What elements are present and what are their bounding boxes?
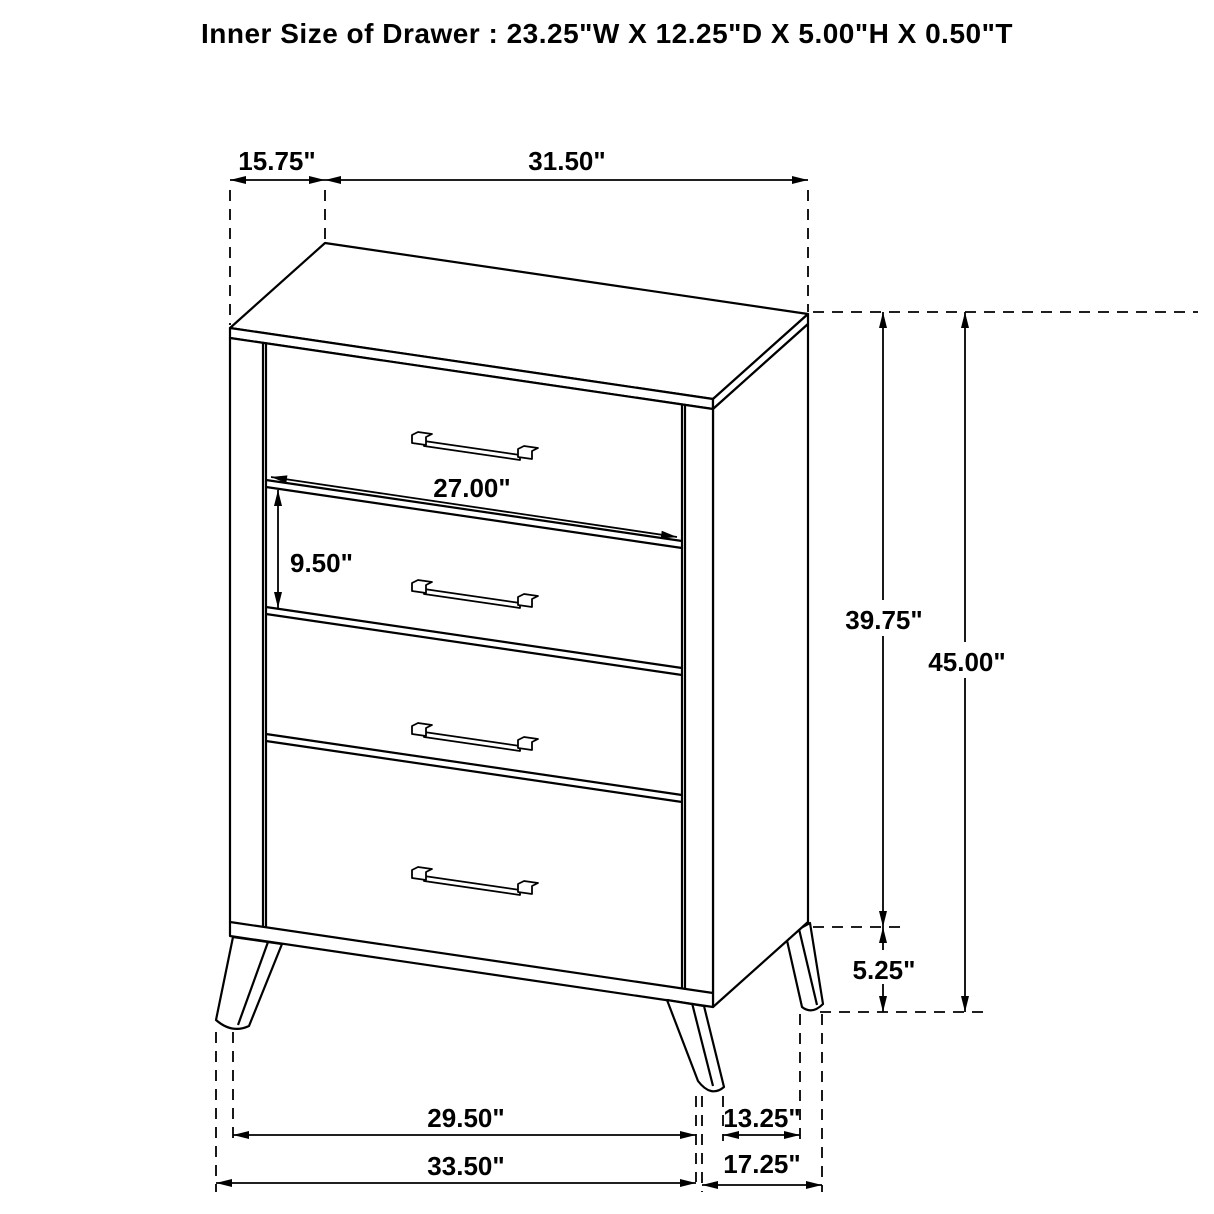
front-left-leg — [216, 937, 282, 1029]
dim-side-leg-span-label: 13.25" — [723, 1103, 801, 1133]
dim-front-leg-span-label: 29.50" — [427, 1103, 505, 1133]
dim-top-depth-label: 15.75" — [238, 146, 316, 176]
dim-overall-height-label: 45.00" — [928, 647, 1006, 677]
dim-drawer-height-label: 9.50" — [290, 548, 353, 578]
dim-case-height-label: 39.75" — [845, 605, 923, 635]
chest-drawing — [216, 243, 823, 1091]
front-face — [230, 338, 713, 1007]
chest-body — [230, 324, 808, 1007]
dimension-front-leg-span — [233, 1103, 696, 1135]
side-panel — [713, 324, 808, 1007]
dimension-side-leg-span — [723, 1103, 801, 1135]
dimension-overall-height — [820, 312, 1011, 1012]
dim-top-width-label: 31.50" — [528, 146, 606, 176]
dimension-overall-depth — [702, 1149, 822, 1185]
front-right-leg — [667, 1000, 724, 1091]
dimension-leg-height — [846, 927, 922, 1012]
dim-overall-width-label: 33.50" — [427, 1151, 505, 1181]
dim-overall-depth-label: 17.25" — [723, 1149, 801, 1179]
page-title: Inner Size of Drawer : 23.25"W X 12.25"D X 5.00"H X 0.50"T — [201, 18, 1013, 49]
dimension-overall-width — [216, 1151, 696, 1183]
dim-drawer-width-label: 27.00" — [433, 473, 511, 503]
dimension-case-height — [813, 312, 1198, 927]
dim-leg-height-label: 5.25" — [852, 955, 916, 985]
